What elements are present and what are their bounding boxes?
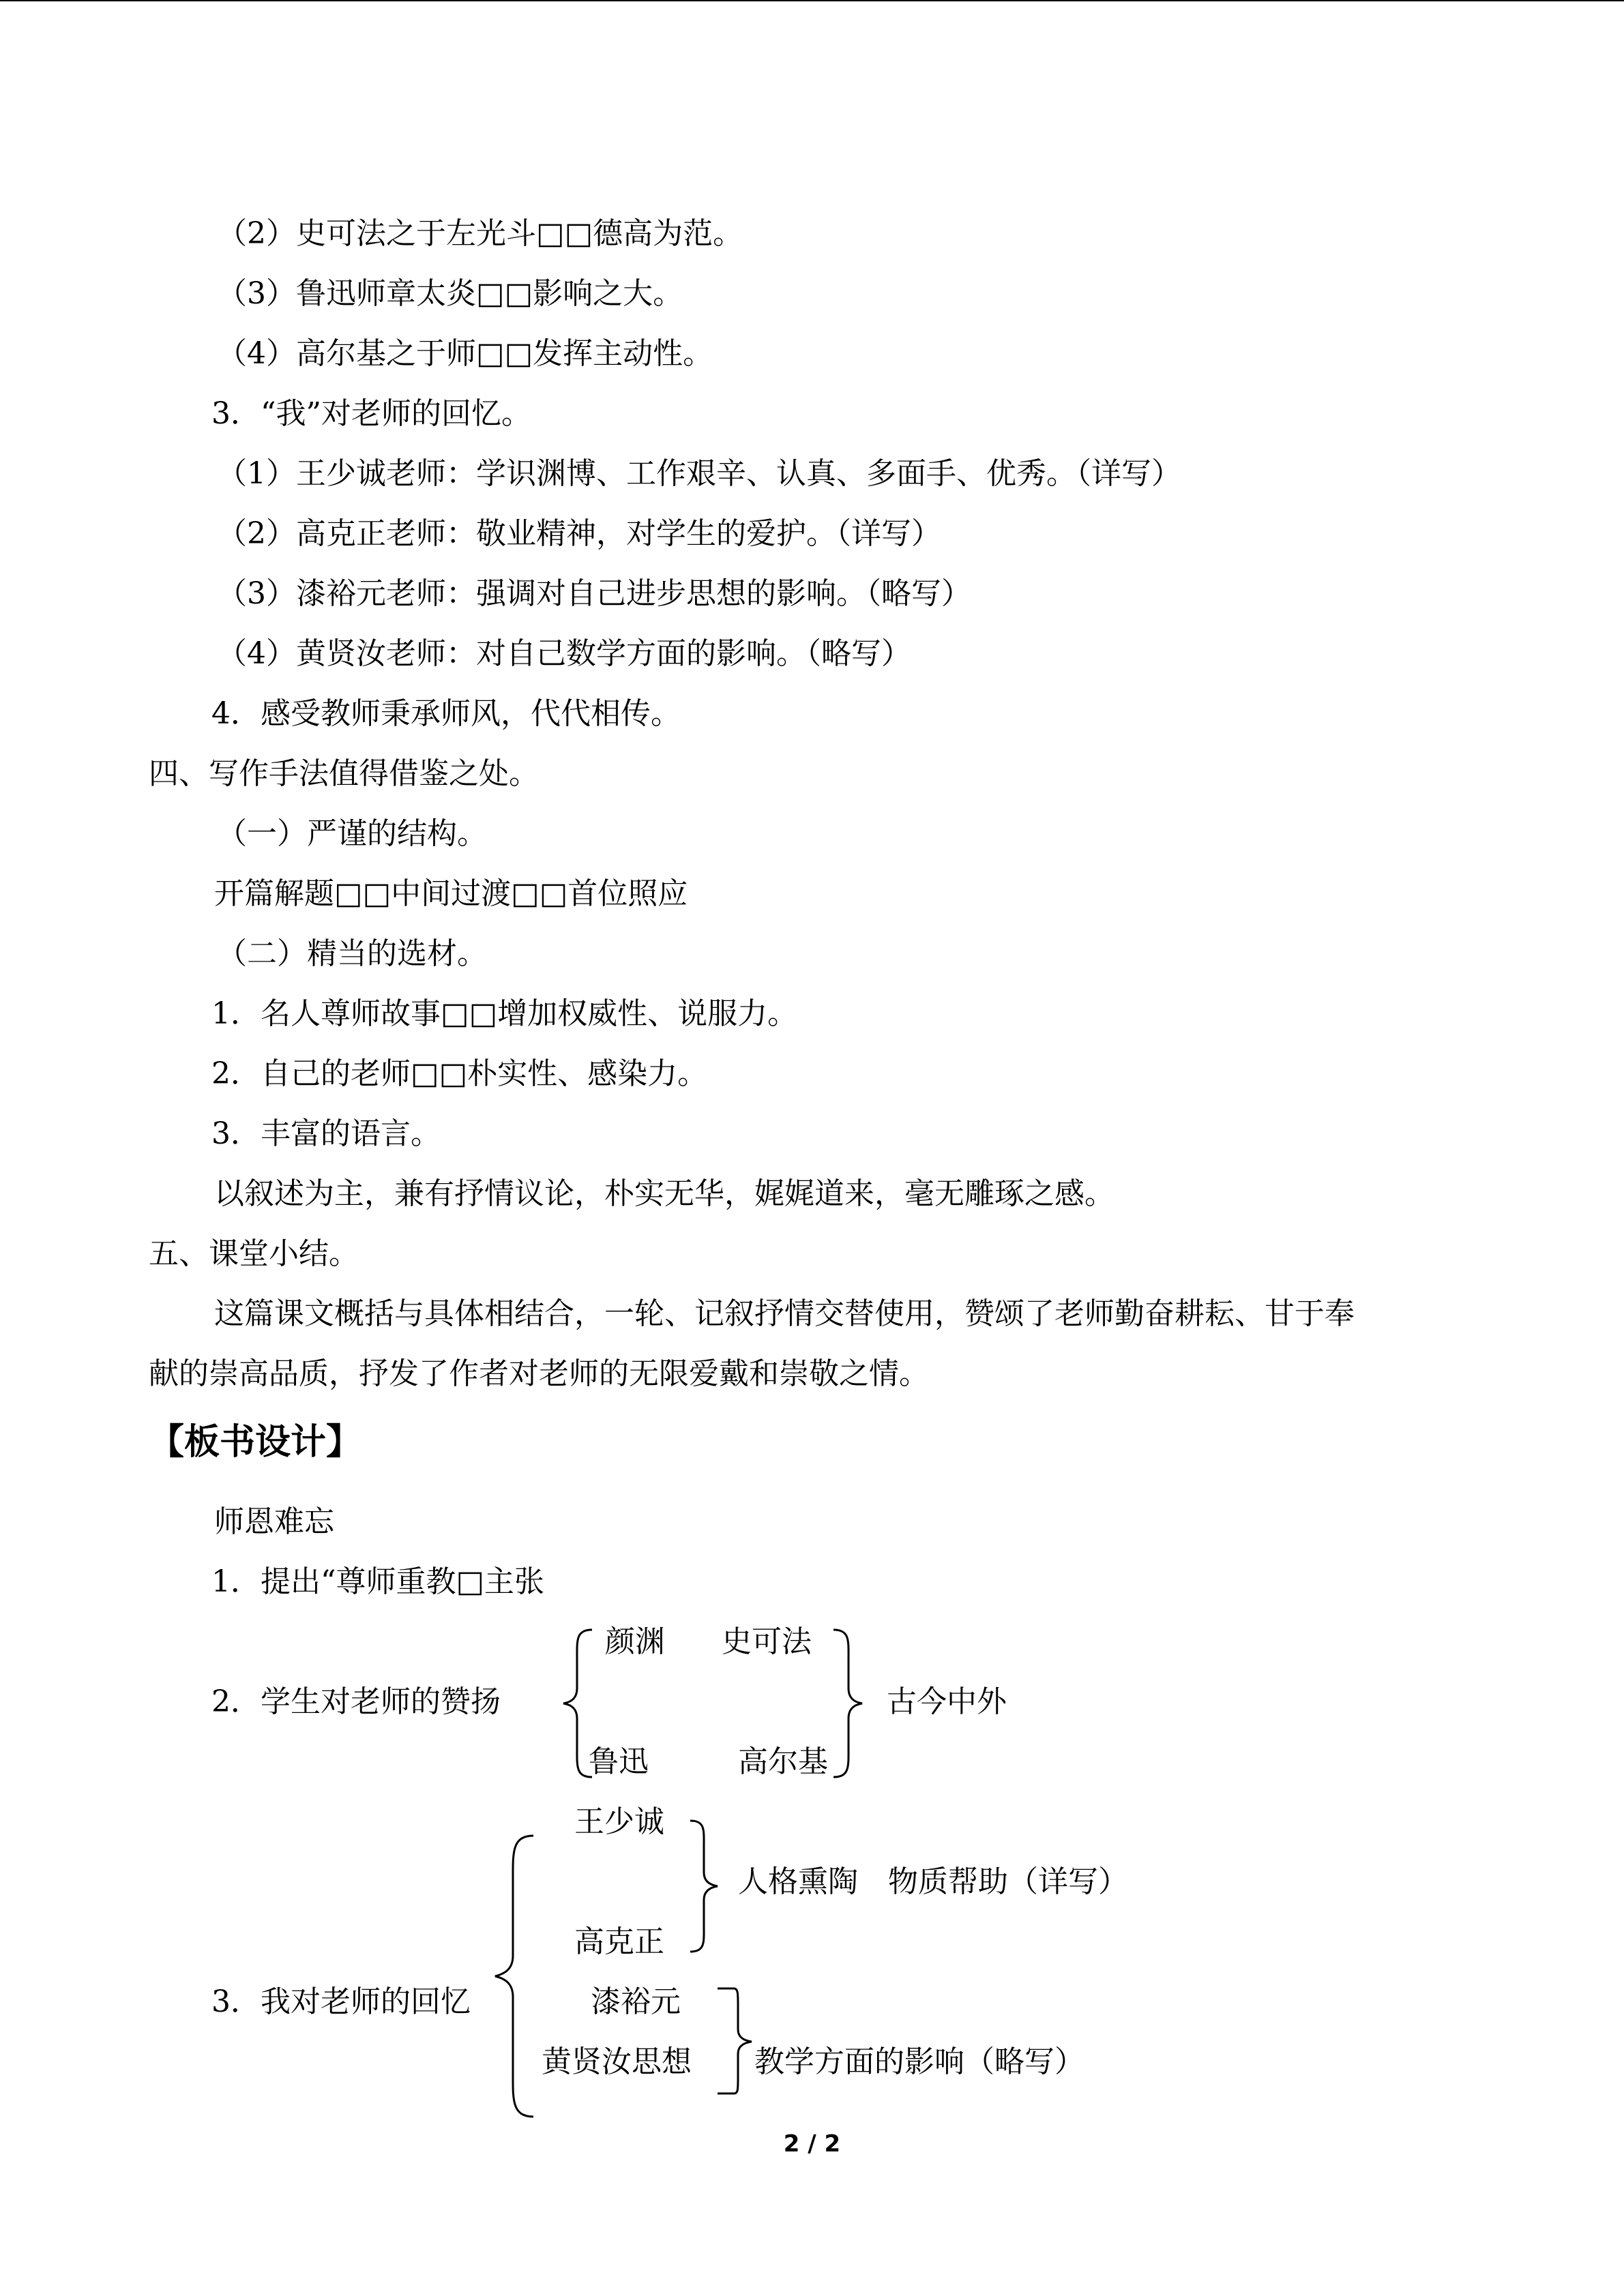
board-gaoerji: 高尔基 xyxy=(738,1744,828,1779)
text-line: （3）鲁迅师章太炎□□影响之大。 xyxy=(217,276,683,311)
board-title: 【板书设计】 xyxy=(149,1422,362,1463)
board-qiyuyuan: 漆裕元 xyxy=(591,1984,681,2019)
board-wangshaocheng: 王少诚 xyxy=(574,1804,664,1839)
large-left-brace xyxy=(491,1833,539,2119)
text-line: （1）王少诚老师：学识渊博、工作艰辛、认真、多面手、优秀。（详写） xyxy=(217,456,1181,491)
text-line: 2．自己的老师□□朴实性、感染力。 xyxy=(211,1056,708,1091)
text-line: 开篇解题□□中间过渡□□首位照应 xyxy=(214,876,688,911)
text-line: （4）黄贤汝老师：对自己数学方面的影响。（略写） xyxy=(217,636,911,671)
board-jiaoxue: 教学方面的影响（略写） xyxy=(754,2044,1084,2079)
text-line: 献的崇高品质，抒发了作者对老师的无限爱戴和崇敬之情。 xyxy=(149,1356,929,1391)
right-brace xyxy=(825,1627,866,1780)
right-brace xyxy=(713,1984,757,2098)
board-yanyuan: 颜渊 xyxy=(605,1624,665,1659)
text-line: （一）严谨的结构。 xyxy=(217,816,487,851)
board-gujin: 古今中外 xyxy=(887,1684,1007,1719)
board-renge: 人格熏陶 物质帮助（详写） xyxy=(738,1864,1128,1899)
text-line: 3．丰富的语言。 xyxy=(211,1116,441,1151)
section-heading: 四、写作手法值得借鉴之处。 xyxy=(149,756,539,791)
board-gaokezheng: 高克正 xyxy=(574,1924,664,1959)
board-luxun: 鲁迅 xyxy=(589,1744,649,1779)
text-line: 4．感受教师秉承师风，代代相传。 xyxy=(211,696,681,731)
text-line: 3．“我”对老师的回忆。 xyxy=(211,396,531,431)
text-line: 这篇课文概括与具体相结合，一轮、记叙抒情交替使用，赞颂了老师勤奋耕耘、甘于奉 xyxy=(214,1296,1355,1331)
text-line: （二）精当的选材。 xyxy=(217,936,487,971)
board-item-2: 2．学生对老师的赞扬 xyxy=(211,1684,501,1719)
board-item-1: 1．提出“尊师重教□主张 xyxy=(211,1564,545,1599)
text-line: （2）史可法之于左光斗□□德高为范。 xyxy=(217,216,743,251)
right-brace xyxy=(682,1818,723,1954)
text-line: （4）高尔基之于师□□发挥主动性。 xyxy=(217,336,713,371)
section-heading: 五、课堂小结。 xyxy=(149,1236,359,1271)
board-heading: 师恩难忘 xyxy=(214,1504,334,1539)
page-number: 2 / 2 xyxy=(783,2130,841,2158)
left-brace xyxy=(559,1627,600,1780)
text-line: 1．名人尊师故事□□增加权威性、说服力。 xyxy=(211,996,798,1031)
board-huangxianru: 黄贤汝思想 xyxy=(542,2044,692,2079)
text-line: 以叙述为主，兼有抒情议论，朴实无华，娓娓道来，毫无雕琢之感。 xyxy=(214,1176,1114,1211)
board-item-3: 3．我对老师的回忆 xyxy=(211,1984,471,2019)
top-border xyxy=(0,0,1624,1)
text-line: （2）高克正老师：敬业精神，对学生的爱护。（详写） xyxy=(217,516,941,551)
board-shikefa: 史可法 xyxy=(722,1624,812,1659)
text-line: （3）漆裕元老师：强调对自己进步思想的影响。（略写） xyxy=(217,576,971,611)
